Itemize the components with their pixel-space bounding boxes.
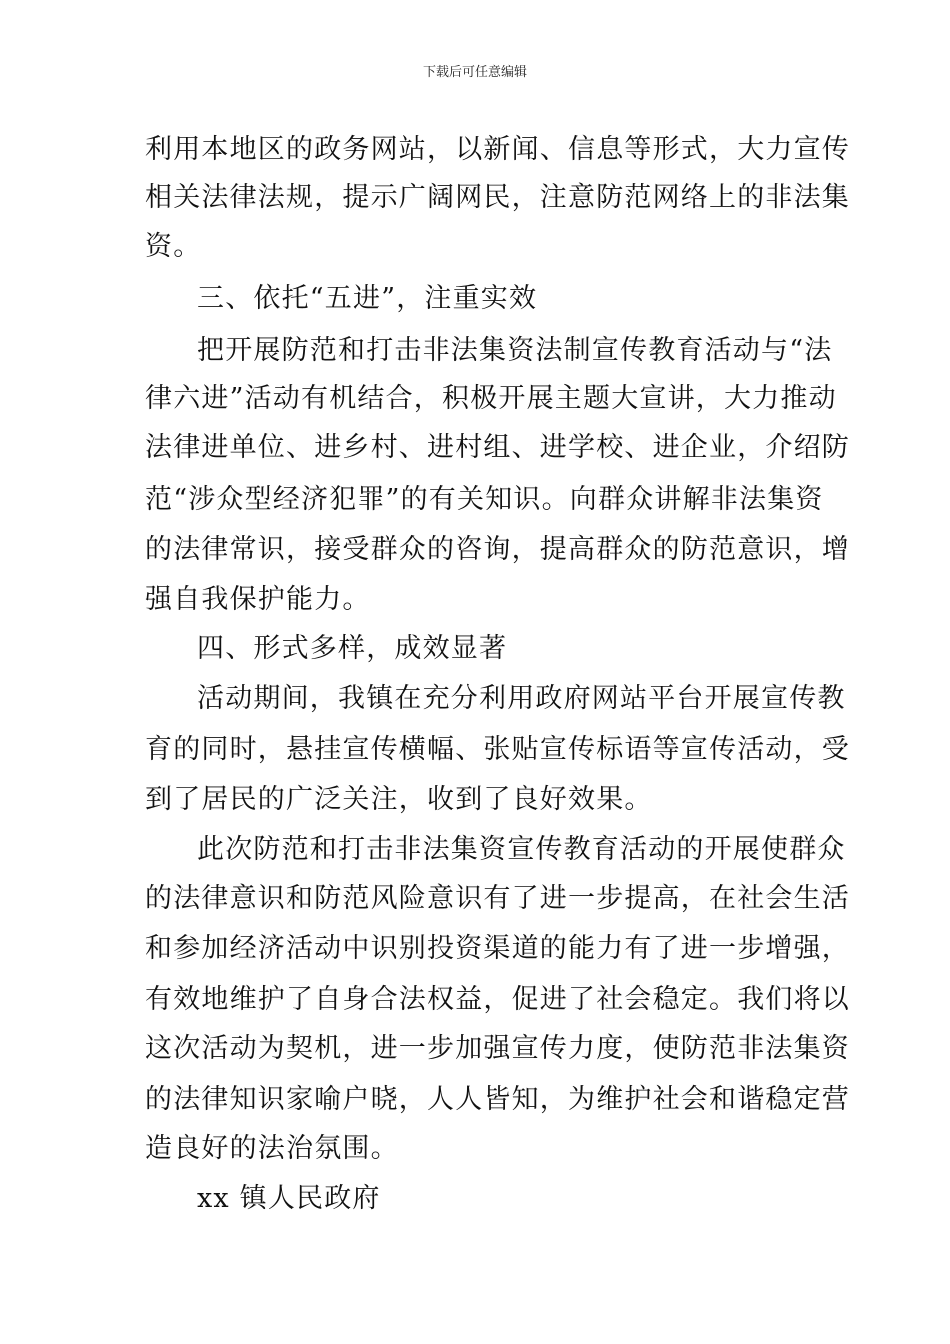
section-heading: 三、依托“五进”，注重实效: [197, 283, 538, 314]
text-line: 利用本地区的政务网站，以新闻、信息等形式，大力宣传: [145, 134, 850, 165]
text-line: 造良好的法治氛围。: [145, 1133, 399, 1164]
text-line: 把开展防范和打击非法集资法制宣传教育活动与“法: [197, 335, 833, 366]
text-line: 活动期间，我镇在充分利用政府网站平台开展宣传教: [197, 683, 846, 714]
text-line: 的法律常识，接受群众的咨询，提高群众的防范意识，增: [145, 534, 850, 565]
text-line: 资。: [145, 231, 202, 262]
text-line: 有效地维护了自身合法权益，促进了社会稳定。我们将以: [145, 984, 850, 1015]
text-line: 强自我保护能力。: [145, 584, 371, 615]
text-line: 和参加经济活动中识别投资渠道的能力有了进一步增强，: [145, 933, 850, 964]
text-line: 此次防范和打击非法集资宣传教育活动的开展使群众: [197, 834, 846, 865]
text-line: 范“涉众型经济犯罪”的有关知识。向群众讲解非法集资: [145, 484, 824, 515]
text-line: 相关法律法规，提示广阔网民，注意防范网络上的非法集: [145, 182, 850, 213]
signature: xx 镇人民政府: [197, 1183, 381, 1214]
text-line: 的法律知识家喻户晓，人人皆知，为维护社会和谐稳定营: [145, 1084, 850, 1115]
text-line: 律六进”活动有机结合，积极开展主题大宣讲，大力推动: [145, 383, 837, 414]
text-line: 这次活动为契机，进一步加强宣传力度，使防范非法集资: [145, 1033, 850, 1064]
text-line: 的法律意识和防范风险意识有了进一步提高，在社会生活: [145, 883, 850, 914]
page-header: 下载后可任意编辑: [422, 65, 527, 80]
section-heading: 四、形式多样，成效显著: [197, 633, 508, 664]
text-line: 育的同时，悬挂宣传横幅、张贴宣传标语等宣传活动，受: [145, 734, 850, 765]
text-line: 到了居民的广泛关注，收到了良好效果。: [145, 784, 653, 815]
text-line: 法律进单位、进乡村、进村组、进学校、进企业，介绍防: [145, 432, 850, 463]
